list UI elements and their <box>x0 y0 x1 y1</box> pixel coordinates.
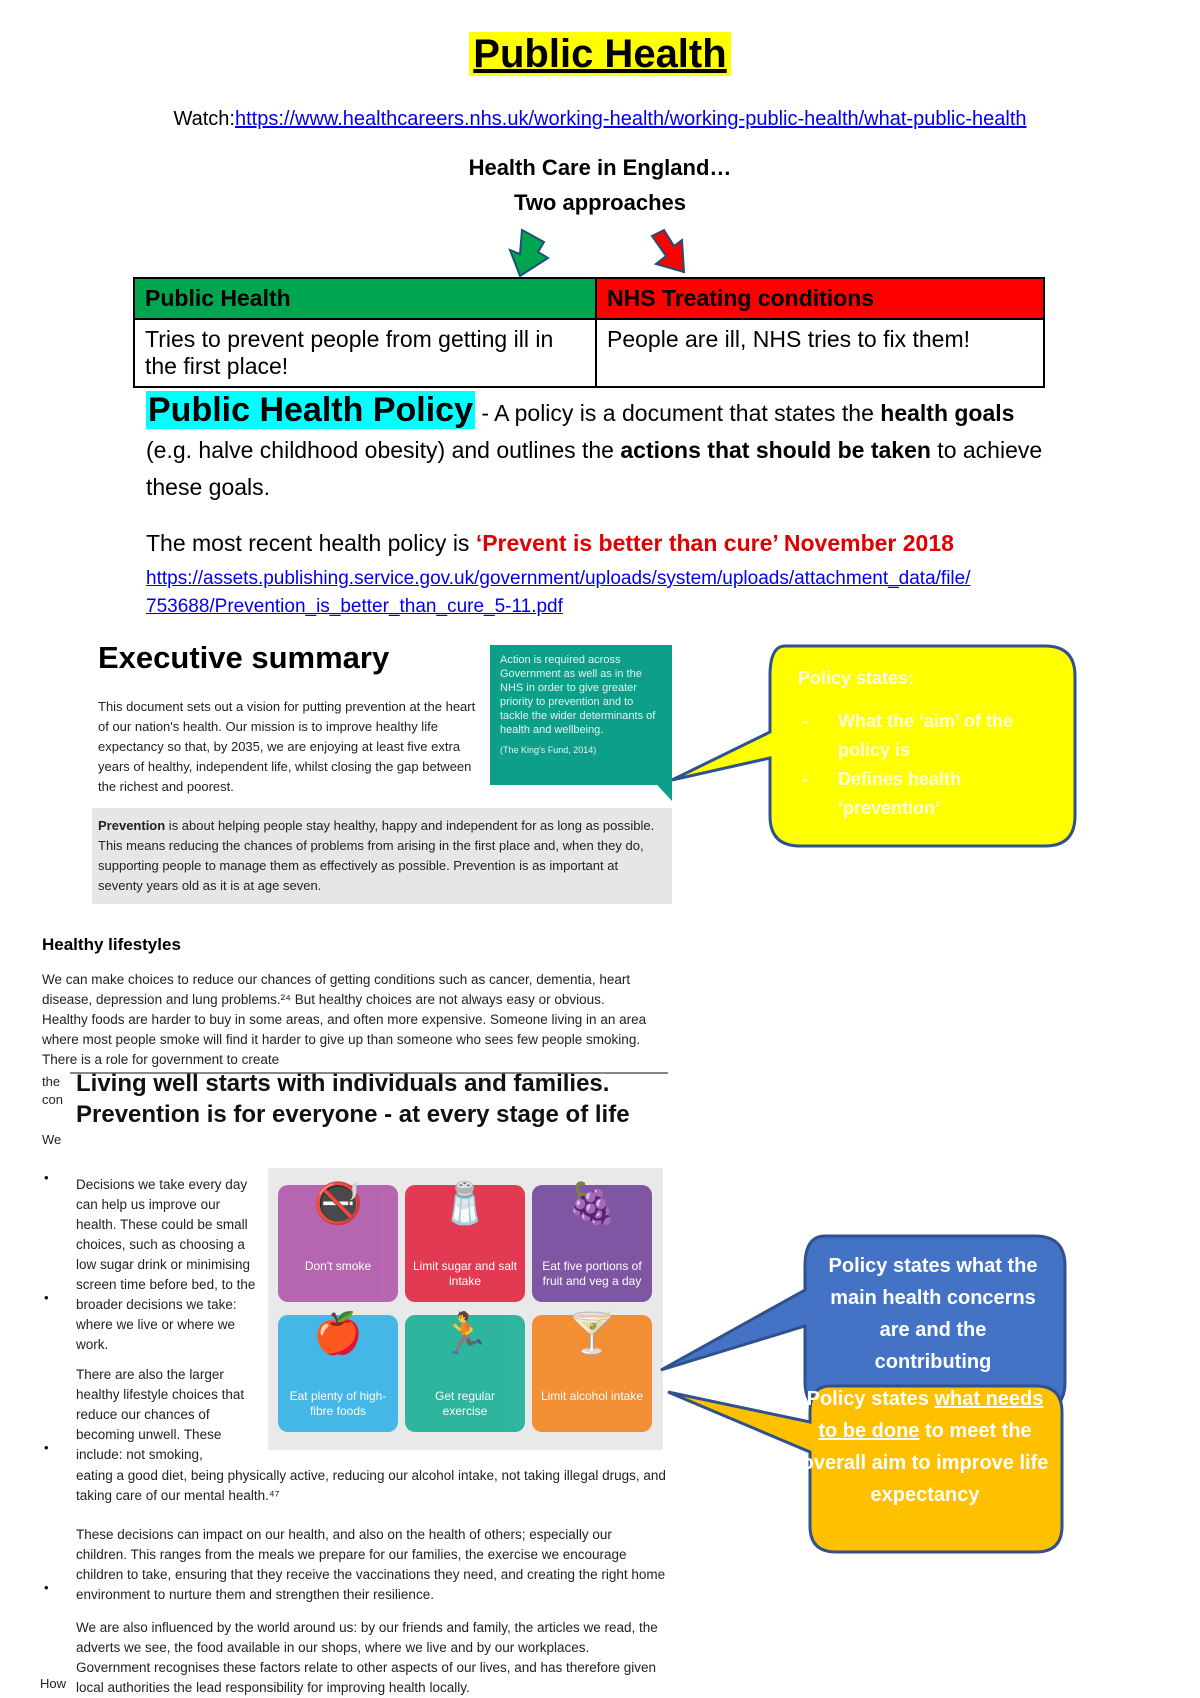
fruit-bowl-icon: 🍇 <box>567 1182 617 1226</box>
bullet: • <box>44 1170 49 1185</box>
tile-dont-smoke <box>278 1182 398 1302</box>
policy-text-1: A policy is a document that states the <box>494 400 881 426</box>
tile-label: Get regular exercise <box>434 1389 496 1418</box>
tile-label: Limit sugar and salt intake <box>412 1259 518 1288</box>
text-stub: con <box>42 1092 63 1107</box>
yellow-callout-list <box>798 707 1068 823</box>
text-stub: the <box>42 1074 61 1089</box>
subtitle-line-2: Two approaches <box>514 190 686 215</box>
quote-source: (The King's Fund, 2014) <box>500 745 597 755</box>
watch-label: Watch: <box>173 108 235 130</box>
green-arrow-icon <box>500 228 552 280</box>
pdf-link-block <box>146 565 1086 621</box>
yellow-callout-title: Policy states: <box>798 668 915 688</box>
executive-summary-title: Executive summary <box>98 640 390 675</box>
treadmill-icon: 🏃 <box>440 1312 490 1356</box>
tile-label: Eat plenty of high-fibre foods <box>289 1389 387 1418</box>
prevention-text: is about helping people stay healthy, happy and independent for as long as possible. This means reducing the chances of problems from arising in the first place and, when they do, supporting people to manage them as effectively as possible. Prevention is as important at seventy years old as it is at age seven. <box>98 818 655 893</box>
public-health-cell: Tries to prevent people from getting ill in the first place! <box>134 319 596 387</box>
healthy-lifestyles-title: Healthy lifestyles <box>42 935 181 954</box>
pdf-link-line-2[interactable]: 753688/Prevention_is_better_than_cure_5-11.pdf <box>146 596 563 617</box>
bullet: • <box>44 1580 49 1595</box>
policy-bold-2: actions that should be taken <box>620 437 931 463</box>
policy-heading: Public Health Policy <box>148 391 473 429</box>
tile-exercise <box>405 1312 525 1432</box>
blue-callout: Policy states what the main health concerns are and the contributing <box>828 1255 1038 1373</box>
executive-summary-body: This document sets out a vision for putting prevention at the heart of our nation's health. Our mission is to improve healthy life expectancy so that, by 2035, we are enjoying at least five extra years of healthy, independent life, whilst closing the gap between the richest and poorest. <box>98 699 476 794</box>
policy-bold-1: health goals <box>880 400 1015 426</box>
page-title: Public Health <box>0 32 1200 77</box>
tile-five-portions <box>532 1182 652 1302</box>
tile-label: Limit alcohol intake <box>540 1389 644 1403</box>
pdf-link-line-1[interactable]: https://assets.publishing.service.gov.uk/government/uploads/system/uploads/attachment_data/file/ <box>146 568 971 589</box>
kings-fund-quote <box>490 645 672 785</box>
decisions-text: Decisions we take every day can help us improve our health. These could be small choices, such as choosing a low sugar drink or minimising screen time before bed, to the broader decisions we take: where we live or where we work. <box>76 1177 256 1352</box>
yellow-callout-item: - Defines health ‘prevention’ <box>818 765 1068 823</box>
yellow-callout <box>798 664 1068 823</box>
gold-callout-underlined: what needs to be done <box>818 1388 1044 1442</box>
nhs-cell: People are ill, NHS tries to fix them! <box>596 319 1044 387</box>
tile-high-fibre <box>278 1312 398 1432</box>
red-arrow-icon <box>650 228 698 280</box>
watch-line <box>0 108 1200 131</box>
tile-label: Don't smoke <box>304 1259 372 1273</box>
text-stub: How <box>40 1676 67 1691</box>
public-health-header: Public Health <box>134 278 596 319</box>
recent-prefix: The most recent health policy is <box>146 530 476 556</box>
no-smoking-icon: 🚭 <box>313 1182 363 1226</box>
prevention-definition <box>92 808 672 904</box>
apple-icon: 🍎 <box>313 1312 363 1356</box>
tile-limit-alcohol <box>532 1312 652 1432</box>
bullet: • <box>44 1290 49 1305</box>
salt-pepper-icon: 🧂 <box>440 1182 490 1226</box>
bullet: • <box>44 1440 49 1455</box>
quote-text: Action is required across Government as well as in the NHS in order to give greater priority to prevention and to tackle the wider determinants of health and wellbeing. <box>500 654 656 736</box>
yellow-callout-item: - What the ‘aim’ of the policy is <box>818 707 1068 765</box>
gold-callout-suffix: to meet the overall aim to improve life expectancy <box>801 1420 1049 1506</box>
subtitle-line-1: Health Care in England… <box>468 155 732 180</box>
watch-link[interactable]: https://www.healthcareers.nhs.uk/working-health/working-public-health/what-public-health <box>234 108 1027 130</box>
policy-text-3: to achieve these goals. <box>146 437 1043 500</box>
recent-policy <box>146 530 1086 557</box>
living-well-banner: Living well starts with individuals and families. Prevention is for everyone - at every stage of life <box>76 1070 630 1128</box>
impact-text: These decisions can impact on our health, and also on the health of others; especially our children. This ranges from the meals we prepare for our families, the exercise we encourage children to take, ensuring that they receive the vaccinations they need, and creating the right home environment to nurture them and strengthen their resilience. <box>76 1527 666 1602</box>
tile-label: Eat five portions of fruit and veg a day <box>542 1259 642 1288</box>
gold-callout-prefix: Policy states <box>806 1388 935 1410</box>
text-stub: We <box>42 1132 62 1147</box>
policy-paragraph <box>146 392 1066 506</box>
wine-glass-icon: 🍸 <box>567 1312 617 1356</box>
policy-text-2: (e.g. halve childhood obesity) and outlines the <box>146 437 621 463</box>
lifestyle-tiles <box>268 1168 663 1450</box>
policy-dash: - <box>474 400 495 426</box>
recent-title: ‘Prevent is better than cure’ November 2018 <box>475 530 954 556</box>
world-text: We are also influenced by the world around us: by our friends and family, the articles we read, the adverts we see, the food available in our shops, where we live and by our workplaces. Government recognises these factors relate to other aspects of our lives, and has therefore given local authorities the lead responsibility for improving health locally. <box>76 1620 658 1695</box>
prevention-bold: Prevention <box>98 818 166 833</box>
healthy-lifestyles-body: We can make choices to reduce our chances of getting conditions such as cancer, dementia, heart disease, depression and lung problems.²⁴ But healthy choices are not always easy or obvious. Healthy foods are harder to buy in some areas, and often more expensive. Someone living in an area where most people smoke will find it harder to give up than someone who sees few people smoking. There is a role for government to create <box>42 972 647 1067</box>
larger-choices-text: There are also the larger healthy lifestyle choices that reduce our chances of becoming unwell. These include: not smoking, <box>76 1367 245 1462</box>
approaches-table <box>133 277 1045 388</box>
tile-limit-sugar <box>405 1182 525 1302</box>
nhs-header: NHS Treating conditions <box>596 278 1044 319</box>
eating-text: eating a good diet, being physically active, reducing our alcohol intake, not taking illegal drugs, and taking care of our mental health.⁴⁷ <box>76 1468 666 1503</box>
gold-callout <box>800 1383 1050 1511</box>
